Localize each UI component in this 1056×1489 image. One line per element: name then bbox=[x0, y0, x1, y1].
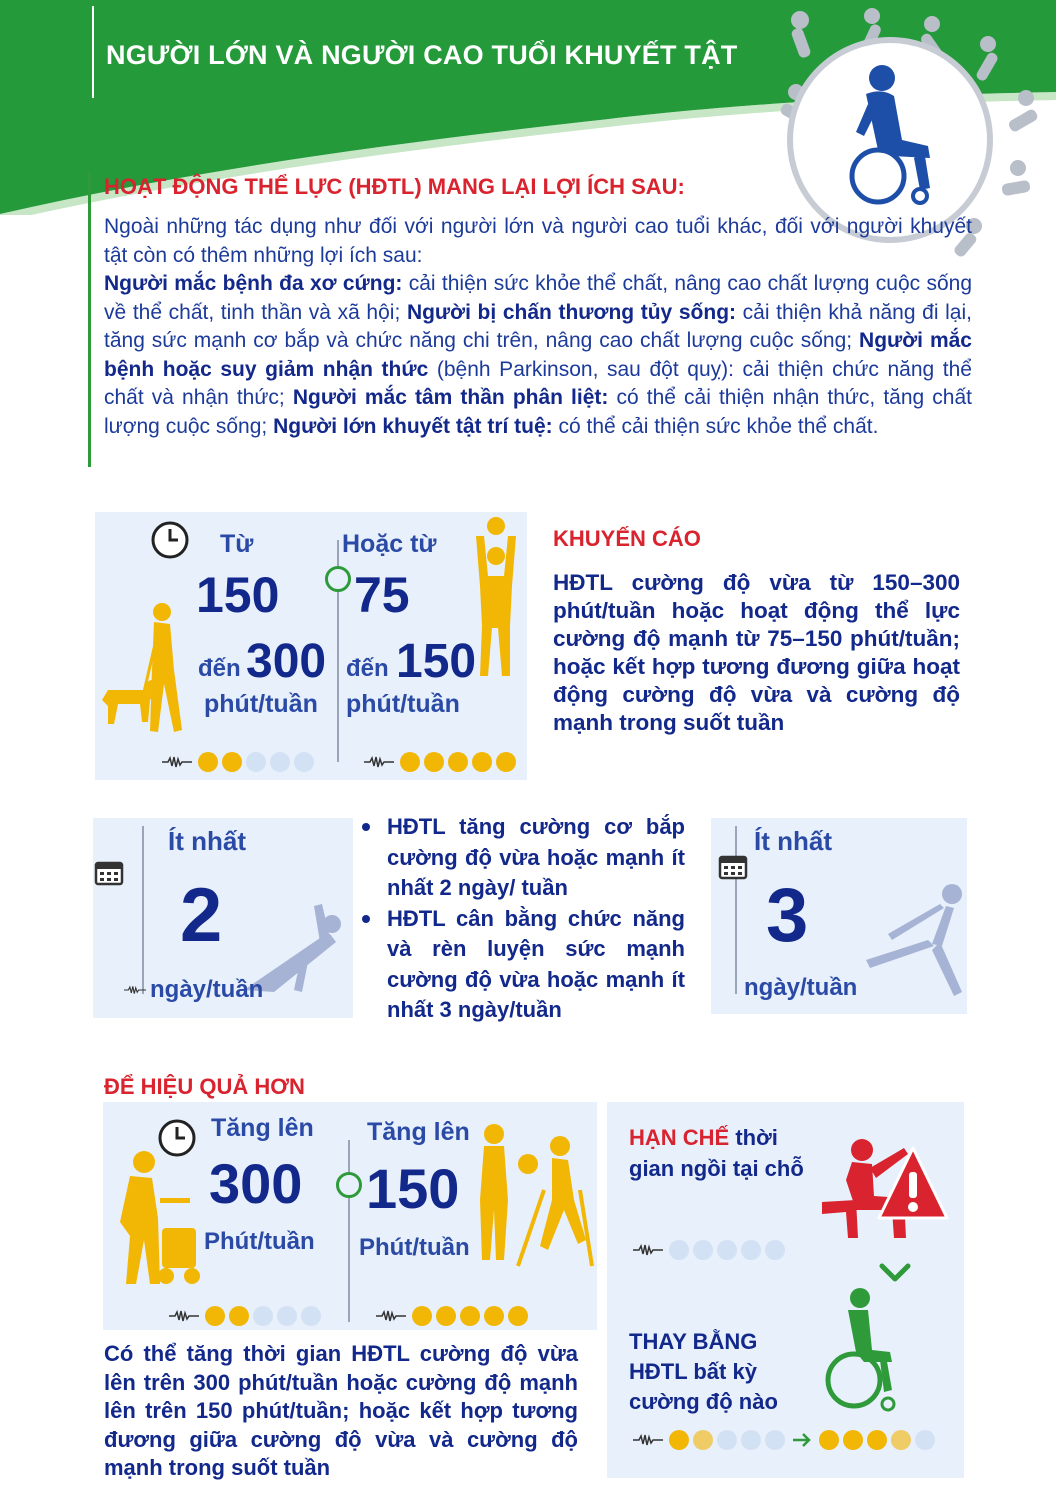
strength-left-label: Ít nhất bbox=[168, 826, 246, 856]
moderate-from: 150 bbox=[196, 567, 280, 623]
replace-line-1: THAY BẰNG bbox=[629, 1329, 758, 1354]
intensity-dot bbox=[508, 1306, 528, 1326]
intensity-dot bbox=[277, 1306, 297, 1326]
vigorous-to: 150 bbox=[396, 635, 477, 688]
intensity-dot bbox=[460, 1306, 480, 1326]
benefits-intro: Ngoài những tác dụng như đối với người lớn và người cao tuổi khác, đối với người khuyết tật còn có thêm những lợi ích sau: bbox=[104, 215, 972, 267]
recommendation-title: KHUYẾN CÁO bbox=[553, 526, 701, 551]
vigorous-prefix: Hoặc từ bbox=[342, 530, 437, 558]
limit-rest-2: gian ngồi tại chỗ bbox=[629, 1156, 804, 1181]
replace-activity-text bbox=[629, 1327, 778, 1417]
strength-left-unit-row bbox=[124, 976, 263, 1004]
intensity-dots bbox=[412, 1306, 528, 1326]
limit-word: HẠN CHẾ bbox=[629, 1125, 730, 1150]
benefit-text: cải thiện khả năng đi lại, tăng sức mạnh cơ bắp và chức năng chi trên, nâng cao chất lượng cuộc sống; bbox=[104, 300, 972, 352]
intensity-dot bbox=[205, 1306, 225, 1326]
strength-right-value: 3 bbox=[766, 873, 809, 958]
replace-line-3: cường độ nào bbox=[629, 1389, 778, 1414]
intensity-dots bbox=[400, 752, 516, 772]
crutch-athletes-icon bbox=[468, 1120, 596, 1270]
benefit-label: Người mắc bệnh hoặc suy giảm nhận thức bbox=[104, 329, 972, 381]
intensity-dot bbox=[229, 1306, 249, 1326]
checkmark-icon bbox=[878, 1258, 912, 1284]
more-moderate-label: Tăng lên bbox=[211, 1114, 314, 1142]
more-vigorous-value: 150 bbox=[366, 1157, 460, 1220]
benefit-label: Người bị chấn thương tủy sống: bbox=[406, 300, 737, 324]
benefit-label: Người mắc tâm thần phân liệt: bbox=[292, 386, 609, 409]
intensity-dot bbox=[484, 1306, 504, 1326]
vigorous-intensity-meter bbox=[364, 752, 516, 772]
walker-elder-icon bbox=[100, 1148, 204, 1288]
intensity-dot bbox=[412, 1306, 432, 1326]
sedentary-intensity-meter bbox=[633, 1240, 785, 1260]
benefit-text: cải thiện sức khỏe thể chất, nâng cao chất lượng cuộc sống về thể chất, tinh thần và xã hội; bbox=[104, 272, 972, 324]
intensity-dots bbox=[198, 752, 314, 772]
basketball-player-icon bbox=[466, 516, 524, 686]
guide-dog-walker-icon bbox=[98, 600, 190, 735]
strength-divider-left bbox=[142, 826, 144, 994]
arrow-right-icon bbox=[791, 1432, 813, 1448]
strength-right-label: Ít nhất bbox=[754, 826, 832, 856]
wave-icon bbox=[633, 1433, 663, 1447]
intensity-dot bbox=[270, 752, 290, 772]
replace-intensity-meter bbox=[633, 1430, 935, 1450]
more-vigorous-unit: Phút/tuần bbox=[359, 1234, 470, 1261]
moderate-unit: phút/tuần bbox=[204, 690, 318, 718]
calendar-icon bbox=[718, 852, 748, 880]
more-effective-text: Có thể tăng thời gian HĐTL cường độ vừa lên trên 300 phút/tuần hoặc cường độ mạnh lên trên 150 phút/tuần; hoặc kết hợp tương đương giữa cường độ vừa và cường độ mạnh trong suốt tuần bbox=[104, 1341, 578, 1480]
wave-icon bbox=[162, 755, 192, 769]
benefits-text bbox=[104, 213, 972, 441]
intensity-dots bbox=[669, 1240, 785, 1260]
benefit-text: có thể cải thiện sức khỏe thể chất. bbox=[552, 414, 879, 438]
benefit-label: Người mắc bệnh đa xơ cứng: bbox=[104, 272, 403, 295]
more-vigorous-label: Tăng lên bbox=[367, 1118, 470, 1146]
lunge-stretch-icon bbox=[862, 880, 966, 1000]
intensity-dot bbox=[301, 1306, 321, 1326]
benefits-title: HOẠT ĐỘNG THỂ LỰC (HĐTL) MANG LẠI LỢI ÍCH SAU: bbox=[104, 174, 685, 199]
intensity-dot bbox=[198, 752, 218, 772]
strength-right-unit: ngày/tuần bbox=[744, 974, 858, 1001]
moderate-to: 300 bbox=[246, 635, 327, 688]
wave-icon bbox=[633, 1243, 663, 1257]
more-vigorous-intensity-meter bbox=[376, 1306, 528, 1326]
strength-left-unit: ngày/tuần bbox=[150, 976, 264, 1003]
more-moderate-value: 300 bbox=[209, 1152, 303, 1215]
intensity-dot bbox=[294, 752, 314, 772]
intensity-dot bbox=[496, 752, 516, 772]
benefit-label: Người lớn khuyết tật trí tuệ: bbox=[273, 414, 553, 438]
vigorous-unit: phút/tuần bbox=[346, 690, 460, 718]
benefit-text: có thể cải thiện nhận thức, tăng chất lượng cuộc sống; bbox=[104, 386, 972, 438]
benefit-text: (bệnh Parkinson, sau đột quỵ): cải thiện chức năng thể chất và nhận thức; bbox=[104, 357, 972, 409]
intensity-dot bbox=[246, 752, 266, 772]
intensity-dots bbox=[669, 1430, 785, 1450]
calendar-icon bbox=[94, 858, 124, 886]
intensity-dots bbox=[205, 1306, 321, 1326]
limit-rest-1: thời bbox=[729, 1125, 778, 1150]
benefits-accent-bar bbox=[88, 172, 91, 467]
warning-icon bbox=[876, 1144, 950, 1224]
strength-bullets bbox=[360, 812, 685, 1026]
vigorous-from: 75 bbox=[354, 567, 410, 623]
divider-node bbox=[325, 566, 351, 592]
moderate-intensity-meter bbox=[162, 752, 314, 772]
intensity-dots bbox=[819, 1430, 935, 1450]
intensity-dot bbox=[436, 1306, 456, 1326]
limit-sitting-text bbox=[629, 1122, 804, 1184]
more-moderate-intensity-meter bbox=[169, 1306, 321, 1326]
wave-icon bbox=[376, 1309, 406, 1323]
intensity-dot bbox=[253, 1306, 273, 1326]
intensity-dot bbox=[472, 752, 492, 772]
divider-node bbox=[336, 1172, 362, 1198]
intensity-dot bbox=[448, 752, 468, 772]
wheelchair-user-icon bbox=[820, 1286, 896, 1416]
page-title: NGƯỜI LỚN VÀ NGƯỜI CAO TUỔI KHUYẾT TẬT bbox=[106, 40, 738, 70]
more-effective-divider bbox=[348, 1140, 350, 1322]
header-divider bbox=[92, 6, 94, 98]
clock-icon bbox=[150, 520, 190, 560]
list-item: HĐTL cân bằng chức năng và rèn luyện sức mạnh cường độ vừa hoặc mạnh ít nhất 3 ngày/tuần bbox=[360, 904, 685, 1026]
moderate-prefix: Từ bbox=[220, 530, 254, 558]
intensity-dot bbox=[424, 752, 444, 772]
replace-line-2: HĐTL bất kỳ bbox=[629, 1359, 757, 1384]
wave-icon bbox=[364, 755, 394, 769]
moderate-to-word: đến bbox=[198, 655, 241, 682]
wave-icon bbox=[169, 1309, 199, 1323]
wave-icon bbox=[124, 983, 146, 997]
recommendation-text: HĐTL cường độ vừa từ 150–300 phút/tuần hoặc hoạt động thể lực cường độ mạnh từ 75–150 phút/tuần; hoặc kết hợp tương đương giữa hoạt động cường độ vừa và cường độ mạnh trong suốt tuần bbox=[553, 570, 960, 735]
more-effective-title: ĐỂ HIỆU QUẢ HƠN bbox=[104, 1074, 305, 1099]
strength-left-value: 2 bbox=[180, 873, 223, 958]
intensity-dot bbox=[222, 752, 242, 772]
intensity-dot bbox=[400, 752, 420, 772]
more-moderate-unit: Phút/tuần bbox=[204, 1228, 315, 1255]
list-item: HĐTL tăng cường cơ bắp cường độ vừa hoặc mạnh ít nhất 2 ngày/ tuần bbox=[360, 812, 685, 904]
vigorous-to-word: đến bbox=[346, 655, 389, 682]
